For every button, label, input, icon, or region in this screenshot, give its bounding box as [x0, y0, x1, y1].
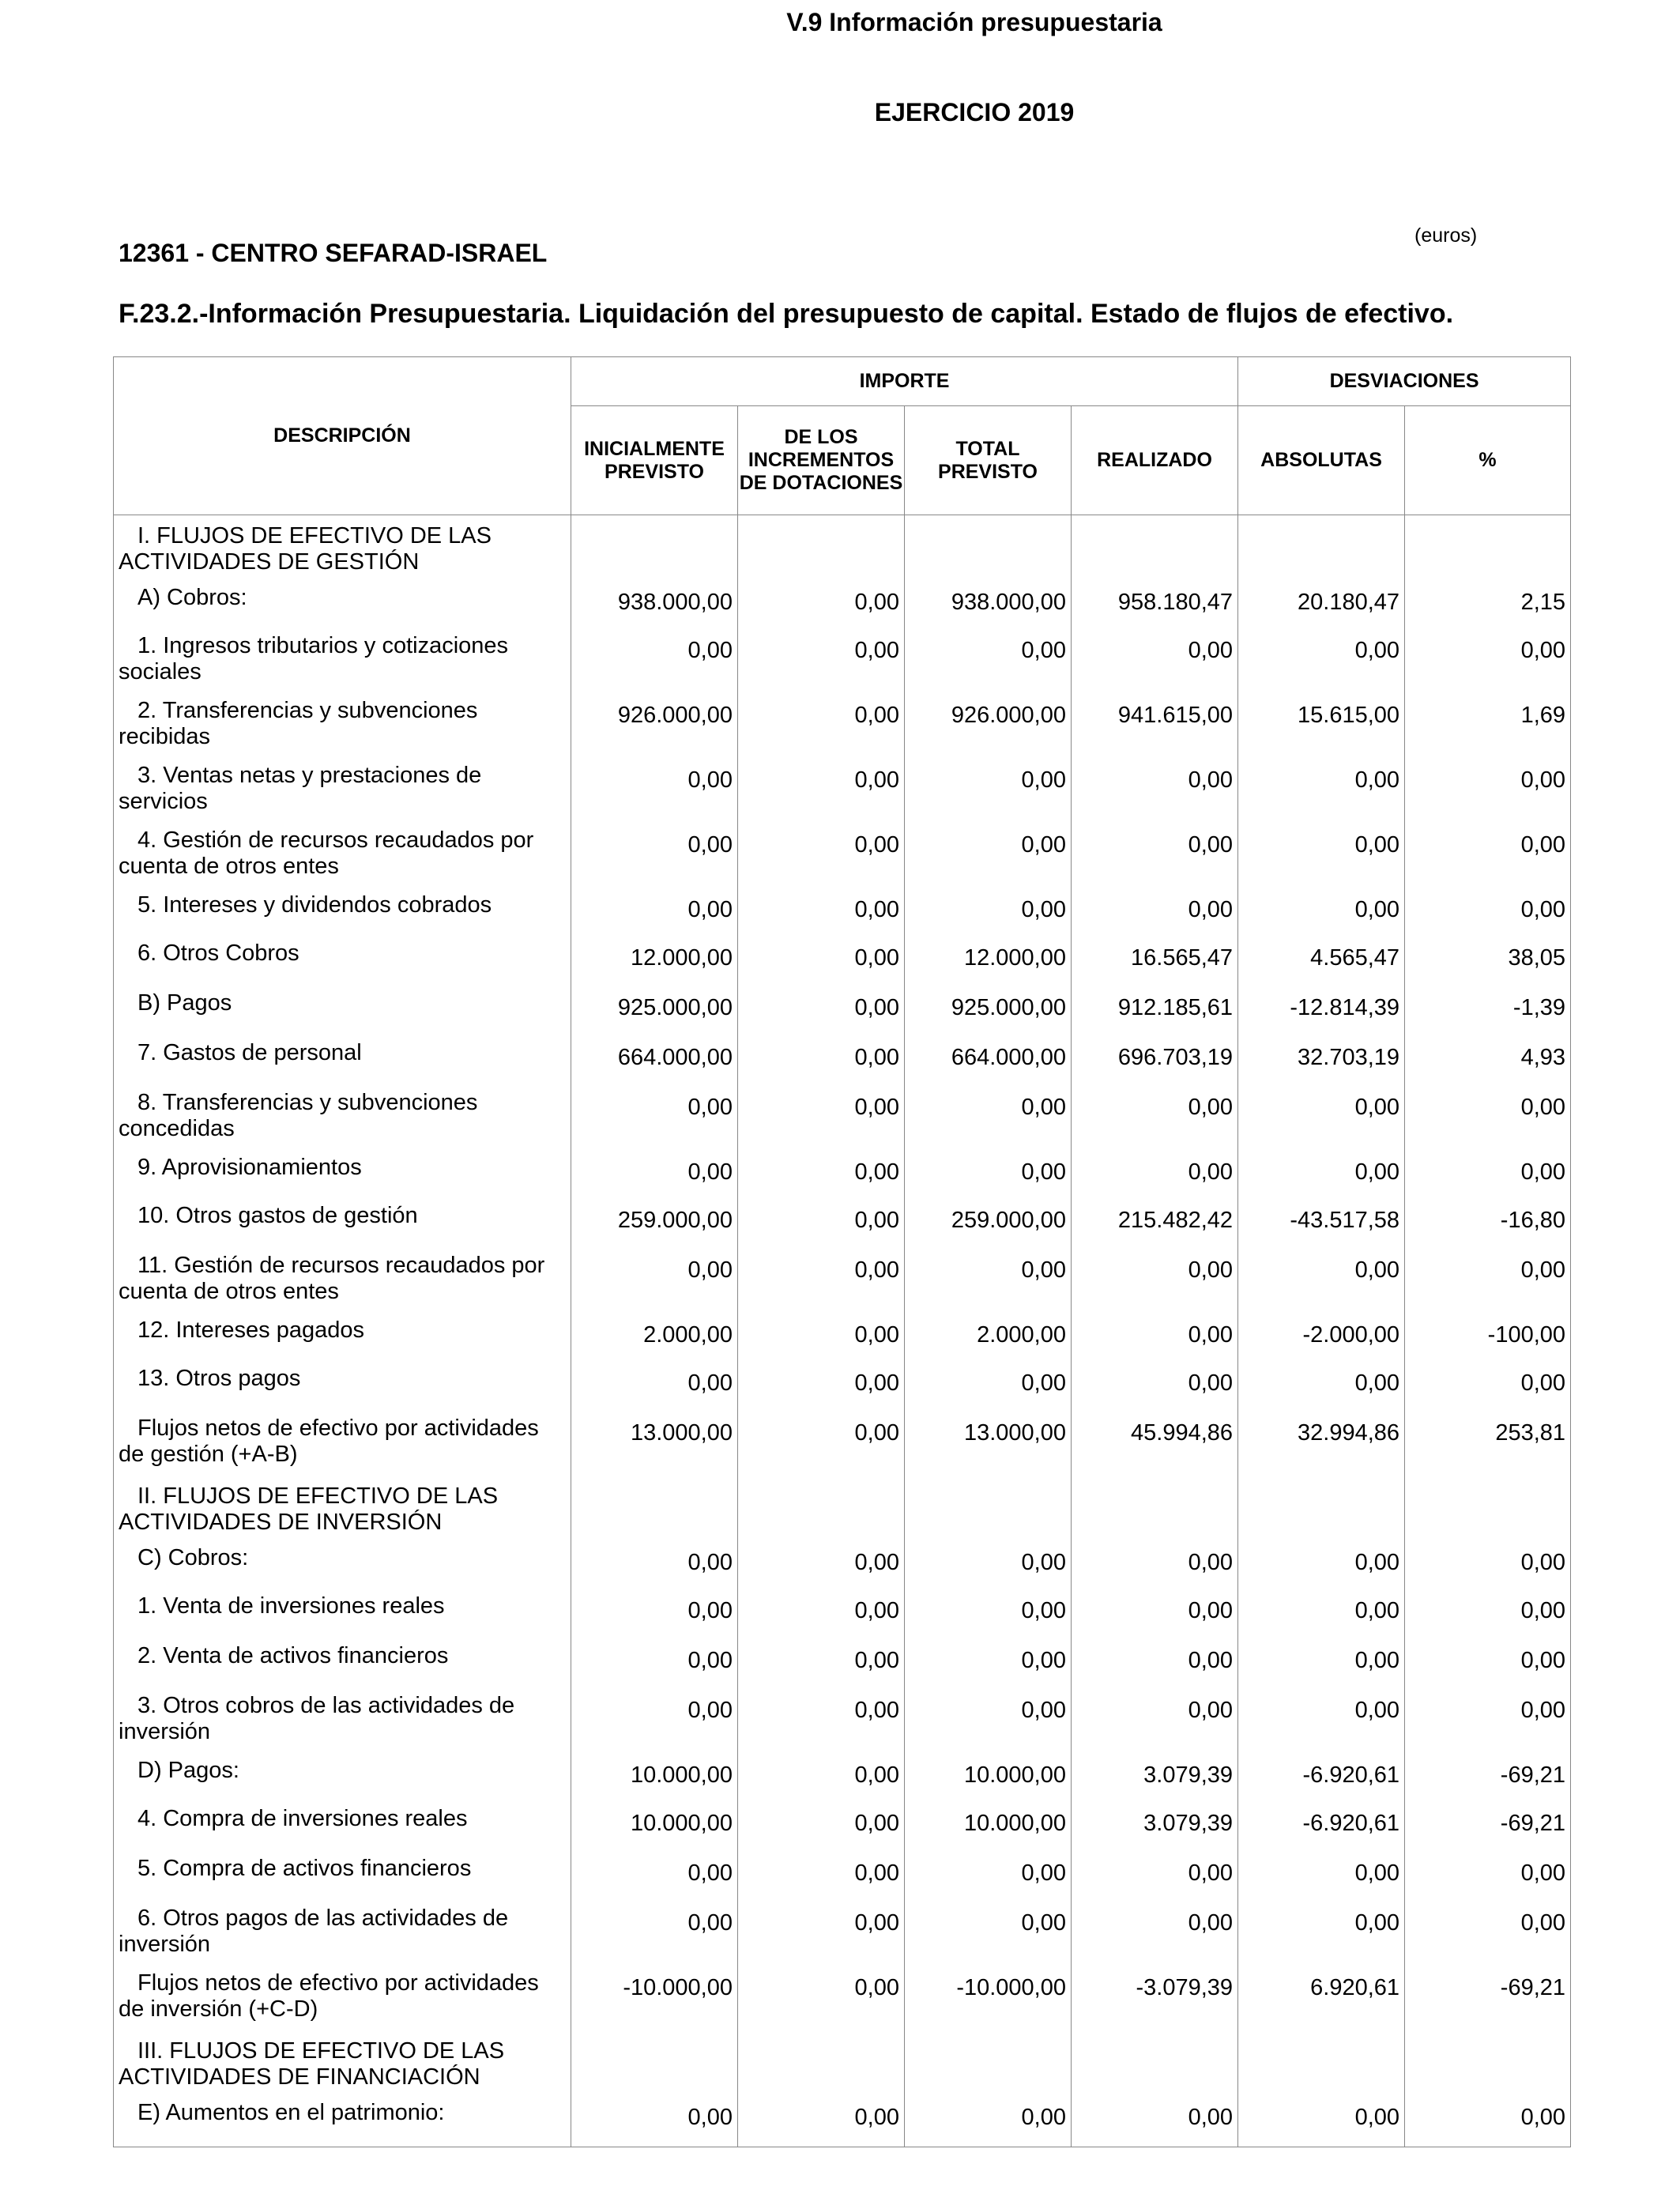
col-realizado: REALIZADO [1072, 406, 1238, 515]
row-value: 0,00 [571, 1540, 738, 1589]
table-row [114, 1801, 1571, 1851]
row-description: 6. Otros Cobros [114, 936, 571, 986]
row-value: 3.079,39 [1072, 1753, 1238, 1801]
table-row [114, 628, 1571, 693]
row-value: 32.703,19 [1238, 1035, 1405, 1085]
row-value: 4.565,47 [1238, 936, 1405, 986]
exercise-title: EJERCICIO 2019 [874, 98, 1075, 126]
row-value: 0,00 [1238, 1901, 1405, 1966]
table-row [114, 1851, 1571, 1901]
row-value: 0,00 [738, 1361, 905, 1411]
row-value: 0,00 [1238, 1540, 1405, 1589]
row-value: 0,00 [571, 1248, 738, 1313]
row-description: 1. Venta de inversiones reales [114, 1589, 571, 1638]
row-value: 0,00 [1072, 1540, 1238, 1589]
row-value: 0,00 [1072, 628, 1238, 693]
row-value: 0,00 [1072, 1688, 1238, 1753]
row-value: 0,00 [738, 580, 905, 628]
row-value [1238, 2030, 1405, 2095]
row-value: 0,00 [571, 1150, 738, 1198]
row-value: 0,00 [1072, 1248, 1238, 1313]
row-value: -6.920,61 [1238, 1801, 1405, 1851]
row-value: 0,00 [1238, 1085, 1405, 1150]
row-value: 0,00 [738, 2095, 905, 2147]
row-value: 0,00 [738, 1540, 905, 1589]
row-value: 0,00 [571, 1638, 738, 1688]
row-value: 0,00 [1405, 1589, 1571, 1638]
row-value: 0,00 [738, 628, 905, 693]
row-value: 215.482,42 [1072, 1198, 1238, 1248]
table-row [114, 823, 1571, 888]
entity-name: 12361 - CENTRO SEFARAD-ISRAEL [119, 239, 548, 267]
row-value: 1,69 [1405, 693, 1571, 758]
row-value: 0,00 [738, 1411, 905, 1476]
header-importe: IMPORTE [571, 357, 1238, 406]
row-value: 0,00 [571, 2095, 738, 2147]
row-value: -3.079,39 [1072, 1966, 1238, 2030]
row-value: 0,00 [738, 1688, 905, 1753]
row-value: 0,00 [1238, 1851, 1405, 1901]
row-value: 0,00 [1072, 1638, 1238, 1688]
row-value: 4,93 [1405, 1035, 1571, 1085]
row-description: 5. Intereses y dividendos cobrados [114, 888, 571, 936]
row-value: 938.000,00 [571, 580, 738, 628]
header-description: DESCRIPCIÓN [114, 357, 571, 515]
row-description: 11. Gestión de recursos recaudados por cuenta de otros entes [114, 1248, 571, 1313]
table-row [114, 1085, 1571, 1150]
row-value: 0,00 [1405, 1901, 1571, 1966]
row-value: 0,00 [571, 1361, 738, 1411]
table-row [114, 1248, 1571, 1313]
row-value: 938.000,00 [905, 580, 1072, 628]
row-value: 926.000,00 [905, 693, 1072, 758]
row-description: Flujos netos de efectivo por actividades de gestión (+A-B) [114, 1411, 571, 1476]
table-row [114, 2030, 1571, 2095]
row-value: 0,00 [571, 1085, 738, 1150]
row-value: 0,00 [571, 1901, 738, 1966]
row-value: 0,00 [738, 1753, 905, 1801]
row-value: 0,00 [1072, 823, 1238, 888]
row-value: 45.994,86 [1072, 1411, 1238, 1476]
table-row [114, 1476, 1571, 1540]
row-value: 0,00 [738, 1589, 905, 1638]
row-value: 16.565,47 [1072, 936, 1238, 986]
row-value: 0,00 [1405, 1851, 1571, 1901]
row-description: II. FLUJOS DE EFECTIVO DE LAS ACTIVIDADES DE INVERSIÓN [114, 1476, 571, 1540]
row-value: 0,00 [738, 1035, 905, 1085]
row-value [1405, 515, 1571, 581]
table-row [114, 1411, 1571, 1476]
row-value [905, 515, 1072, 581]
row-value: 0,00 [1072, 758, 1238, 823]
row-description: 9. Aprovisionamientos [114, 1150, 571, 1198]
row-value [571, 2030, 738, 2095]
row-value: 0,00 [1238, 1589, 1405, 1638]
row-value: 0,00 [905, 1589, 1072, 1638]
row-value: 10.000,00 [571, 1801, 738, 1851]
header-desviaciones: DESVIACIONES [1238, 357, 1571, 406]
row-value: 926.000,00 [571, 693, 738, 758]
table-row [114, 1966, 1571, 2030]
row-value: -1,39 [1405, 986, 1571, 1035]
row-value: 0,00 [1238, 1150, 1405, 1198]
row-value: 0,00 [1238, 628, 1405, 693]
col-porcentaje: % [1405, 406, 1571, 515]
row-value: 0,00 [1072, 1361, 1238, 1411]
row-value: 696.703,19 [1072, 1035, 1238, 1085]
col-inicialmente-previsto: INICIALMENTE PREVISTO [571, 406, 738, 515]
row-value: 13.000,00 [571, 1411, 738, 1476]
table-row [114, 1753, 1571, 1801]
row-value: 0,00 [905, 1851, 1072, 1901]
row-value: 0,00 [1238, 1361, 1405, 1411]
row-value: 10.000,00 [905, 1753, 1072, 1801]
row-value: 2.000,00 [571, 1313, 738, 1361]
row-value [1072, 1476, 1238, 1540]
row-value [905, 1476, 1072, 1540]
row-value: 2,15 [1405, 580, 1571, 628]
row-description: 5. Compra de activos financieros [114, 1851, 571, 1901]
row-value: 0,00 [905, 1361, 1072, 1411]
row-value: 0,00 [905, 1085, 1072, 1150]
row-value: 0,00 [1405, 628, 1571, 693]
row-value: 0,00 [1405, 2095, 1571, 2147]
row-value: 12.000,00 [905, 936, 1072, 986]
row-value: 0,00 [905, 758, 1072, 823]
table-row [114, 693, 1571, 758]
row-value: 0,00 [1405, 1638, 1571, 1688]
row-value: -100,00 [1405, 1313, 1571, 1361]
row-description: 10. Otros gastos de gestión [114, 1198, 571, 1248]
row-value [738, 2030, 905, 2095]
row-value: 10.000,00 [571, 1753, 738, 1801]
row-description: 6. Otros pagos de las actividades de inversión [114, 1901, 571, 1966]
row-value: 38,05 [1405, 936, 1571, 986]
row-value: 0,00 [1405, 1540, 1571, 1589]
row-value: 0,00 [905, 1901, 1072, 1966]
row-value [571, 1476, 738, 1540]
row-value: 0,00 [571, 823, 738, 888]
row-value: 0,00 [738, 1801, 905, 1851]
row-value: 912.185,61 [1072, 986, 1238, 1035]
row-value: 0,00 [738, 986, 905, 1035]
row-value: 941.615,00 [1072, 693, 1238, 758]
row-description: 4. Gestión de recursos recaudados por cuenta de otros entes [114, 823, 571, 888]
row-value: 0,00 [1072, 1851, 1238, 1901]
row-value: -12.814,39 [1238, 986, 1405, 1035]
row-value [1405, 2030, 1571, 2095]
row-value: 0,00 [1238, 888, 1405, 936]
row-value: 0,00 [905, 2095, 1072, 2147]
row-value [738, 515, 905, 581]
row-value: 0,00 [738, 1248, 905, 1313]
row-value: 15.615,00 [1238, 693, 1405, 758]
row-value: 0,00 [571, 888, 738, 936]
row-value: 0,00 [1238, 1248, 1405, 1313]
table-row [114, 1035, 1571, 1085]
row-value: -10.000,00 [905, 1966, 1072, 2030]
row-value: 0,00 [571, 628, 738, 693]
row-description: E) Aumentos en el patrimonio: [114, 2095, 571, 2147]
row-description: C) Cobros: [114, 1540, 571, 1589]
row-value: 0,00 [738, 1085, 905, 1150]
row-value: 0,00 [571, 1688, 738, 1753]
row-value: 0,00 [1405, 823, 1571, 888]
row-value: 0,00 [1238, 1638, 1405, 1688]
row-value: -43.517,58 [1238, 1198, 1405, 1248]
row-value: -2.000,00 [1238, 1313, 1405, 1361]
row-value: 0,00 [1405, 758, 1571, 823]
table-row [114, 1589, 1571, 1638]
table-body [114, 515, 1571, 2147]
row-value: 259.000,00 [571, 1198, 738, 1248]
row-value: 0,00 [1238, 823, 1405, 888]
row-description: 7. Gastos de personal [114, 1035, 571, 1085]
row-value: 0,00 [738, 1638, 905, 1688]
row-value: 13.000,00 [905, 1411, 1072, 1476]
row-value: 0,00 [1238, 1688, 1405, 1753]
table-row [114, 1688, 1571, 1753]
table-row [114, 1901, 1571, 1966]
row-value: 0,00 [738, 693, 905, 758]
row-value: 958.180,47 [1072, 580, 1238, 628]
row-value: -6.920,61 [1238, 1753, 1405, 1801]
row-value: 0,00 [738, 1198, 905, 1248]
report-title: F.23.2.-Información Presupuestaria. Liquidación del presupuesto de capital. Estado de flujos de efectivo. [119, 299, 1454, 329]
row-description: 3. Ventas netas y prestaciones de servicios [114, 758, 571, 823]
row-value [1238, 515, 1405, 581]
row-value: 0,00 [905, 1248, 1072, 1313]
row-value: -69,21 [1405, 1801, 1571, 1851]
row-value: 0,00 [1405, 888, 1571, 936]
row-value: 0,00 [738, 936, 905, 986]
row-description: 2. Transferencias y subvenciones recibidas [114, 693, 571, 758]
row-value: 2.000,00 [905, 1313, 1072, 1361]
row-value: 0,00 [1072, 2095, 1238, 2147]
row-value: 0,00 [1405, 1085, 1571, 1150]
table-row [114, 1313, 1571, 1361]
row-value: 32.994,86 [1238, 1411, 1405, 1476]
row-value [1405, 1476, 1571, 1540]
row-value: 0,00 [738, 758, 905, 823]
row-description: B) Pagos [114, 986, 571, 1035]
row-description: 13. Otros pagos [114, 1361, 571, 1411]
row-description: A) Cobros: [114, 580, 571, 628]
row-value: 0,00 [905, 1540, 1072, 1589]
row-value: 6.920,61 [1238, 1966, 1405, 2030]
row-value: 20.180,47 [1238, 580, 1405, 628]
row-value: 0,00 [1405, 1150, 1571, 1198]
row-value: 0,00 [1405, 1248, 1571, 1313]
row-value: 664.000,00 [905, 1035, 1072, 1085]
section-title: V.9 Información presupuestaria [786, 8, 1162, 36]
row-value: 0,00 [905, 1688, 1072, 1753]
table-row [114, 580, 1571, 628]
units-label: (euros) [1414, 224, 1478, 247]
row-description: 1. Ingresos tributarios y cotizaciones sociales [114, 628, 571, 693]
row-value: 0,00 [1405, 1361, 1571, 1411]
row-value: 0,00 [1238, 2095, 1405, 2147]
row-description: 3. Otros cobros de las actividades de inversión [114, 1688, 571, 1753]
row-value: 0,00 [1238, 758, 1405, 823]
row-value: 664.000,00 [571, 1035, 738, 1085]
row-value: 0,00 [1072, 888, 1238, 936]
row-value: -69,21 [1405, 1966, 1571, 2030]
row-value: 0,00 [1072, 1313, 1238, 1361]
row-value: -10.000,00 [571, 1966, 738, 2030]
row-value: 10.000,00 [905, 1801, 1072, 1851]
table-row [114, 1198, 1571, 1248]
row-value: 0,00 [738, 823, 905, 888]
row-description: 4. Compra de inversiones reales [114, 1801, 571, 1851]
row-value: 0,00 [571, 1851, 738, 1901]
row-value: 0,00 [905, 1150, 1072, 1198]
table-row [114, 1540, 1571, 1589]
row-value [1238, 1476, 1405, 1540]
row-value: 0,00 [905, 823, 1072, 888]
row-value: 0,00 [738, 1901, 905, 1966]
col-total-previsto: TOTAL PREVISTO [905, 406, 1072, 515]
row-value: 0,00 [571, 758, 738, 823]
row-value [738, 1476, 905, 1540]
table-row [114, 986, 1571, 1035]
row-value: 0,00 [738, 1966, 905, 2030]
row-value: 0,00 [738, 888, 905, 936]
row-description: 8. Transferencias y subvenciones concedidas [114, 1085, 571, 1150]
row-value: 0,00 [1072, 1150, 1238, 1198]
row-value: 12.000,00 [571, 936, 738, 986]
table-row [114, 515, 1571, 581]
table-row [114, 936, 1571, 986]
row-description: I. FLUJOS DE EFECTIVO DE LAS ACTIVIDADES DE GESTIÓN [114, 515, 571, 581]
row-value: 0,00 [905, 888, 1072, 936]
row-value [571, 515, 738, 581]
table-row [114, 1638, 1571, 1688]
row-description: 2. Venta de activos financieros [114, 1638, 571, 1688]
row-value [1072, 515, 1238, 581]
row-value [905, 2030, 1072, 2095]
row-value: 0,00 [1405, 1688, 1571, 1753]
row-value [1072, 2030, 1238, 2095]
row-value: 0,00 [571, 1589, 738, 1638]
col-absolutas: ABSOLUTAS [1238, 406, 1405, 515]
table-row [114, 2095, 1571, 2147]
row-value: -16,80 [1405, 1198, 1571, 1248]
row-description: III. FLUJOS DE EFECTIVO DE LAS ACTIVIDADES DE FINANCIACIÓN [114, 2030, 571, 2095]
row-value: 0,00 [738, 1150, 905, 1198]
col-incrementos-dotaciones: DE LOS INCREMENTOS DE DOTACIONES [738, 406, 905, 515]
row-value: 0,00 [738, 1313, 905, 1361]
row-value: -69,21 [1405, 1753, 1571, 1801]
row-value: 0,00 [1072, 1901, 1238, 1966]
row-value: 0,00 [738, 1851, 905, 1901]
row-value: 925.000,00 [571, 986, 738, 1035]
row-description: 12. Intereses pagados [114, 1313, 571, 1361]
row-value: 0,00 [905, 1638, 1072, 1688]
row-value: 259.000,00 [905, 1198, 1072, 1248]
table-row [114, 1150, 1571, 1198]
row-description: D) Pagos: [114, 1753, 571, 1801]
row-value: 925.000,00 [905, 986, 1072, 1035]
cash-flow-table [113, 356, 1571, 2147]
table-row [114, 888, 1571, 936]
table-row [114, 1361, 1571, 1411]
row-value: 0,00 [1072, 1589, 1238, 1638]
row-value: 253,81 [1405, 1411, 1571, 1476]
row-description: Flujos netos de efectivo por actividades de inversión (+C-D) [114, 1966, 571, 2030]
row-value: 0,00 [905, 628, 1072, 693]
row-value: 3.079,39 [1072, 1801, 1238, 1851]
table-row [114, 758, 1571, 823]
row-value: 0,00 [1072, 1085, 1238, 1150]
